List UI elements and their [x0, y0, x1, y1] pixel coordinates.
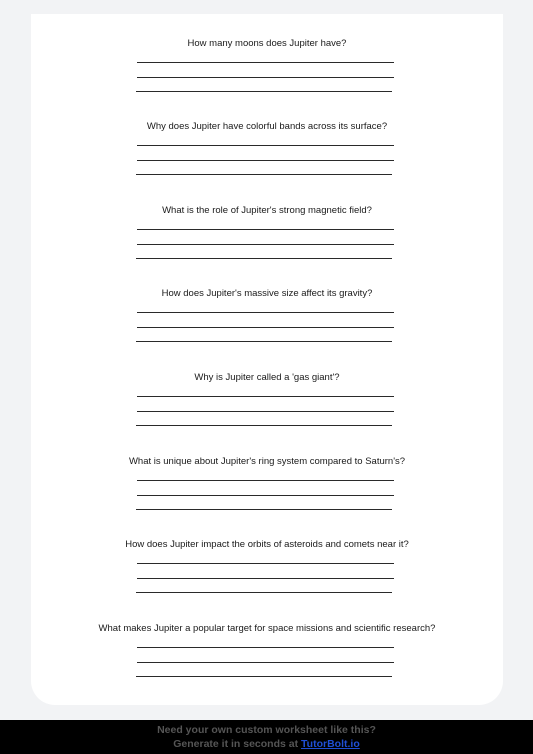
tutorbolt-link[interactable]: TutorBolt.io — [301, 738, 360, 750]
worksheet-sheet — [31, 14, 503, 705]
answer-line[interactable] — [137, 244, 394, 245]
answer-line[interactable] — [136, 592, 392, 593]
question-text: Why does Jupiter have colorful bands across its surface? — [146, 121, 388, 132]
answer-line[interactable] — [137, 662, 394, 663]
answer-line[interactable] — [136, 91, 392, 92]
answer-line[interactable] — [137, 411, 394, 412]
answer-line[interactable] — [137, 77, 394, 78]
question-text: What is the role of Jupiter's strong magnetic field? — [162, 205, 372, 216]
question-text: How does Jupiter's massive size affect its gravity? — [161, 288, 373, 299]
question-text: How does Jupiter impact the orbits of asteroids and comets near it? — [125, 539, 409, 550]
answer-line[interactable] — [137, 578, 394, 579]
answer-line[interactable] — [137, 495, 394, 496]
answer-line[interactable] — [136, 258, 392, 259]
answer-line[interactable] — [136, 341, 392, 342]
answer-line[interactable] — [137, 480, 394, 481]
answer-line[interactable] — [137, 647, 394, 648]
answer-line[interactable] — [137, 160, 394, 161]
answer-line[interactable] — [137, 563, 394, 564]
answer-line[interactable] — [137, 145, 394, 146]
answer-line[interactable] — [137, 229, 394, 230]
answer-line[interactable] — [136, 174, 392, 175]
footer-subline-text: Generate it in seconds at — [173, 738, 302, 750]
footer-headline: Need your own custom worksheet like this? — [157, 724, 376, 736]
answer-line[interactable] — [137, 327, 394, 328]
answer-line[interactable] — [136, 676, 392, 677]
answer-line[interactable] — [137, 396, 394, 397]
answer-line[interactable] — [137, 312, 394, 313]
question-text: How many moons does Jupiter have? — [187, 38, 347, 49]
answer-line[interactable] — [136, 509, 392, 510]
promo-footer — [0, 720, 533, 754]
answer-line[interactable] — [136, 425, 392, 426]
question-text: Why is Jupiter called a 'gas giant'? — [194, 372, 340, 383]
question-text: What is unique about Jupiter's ring system compared to Saturn's? — [128, 456, 406, 467]
footer-subline — [0, 738, 533, 751]
question-text: What makes Jupiter a popular target for space missions and scientific research? — [98, 623, 436, 634]
answer-line[interactable] — [137, 62, 394, 63]
